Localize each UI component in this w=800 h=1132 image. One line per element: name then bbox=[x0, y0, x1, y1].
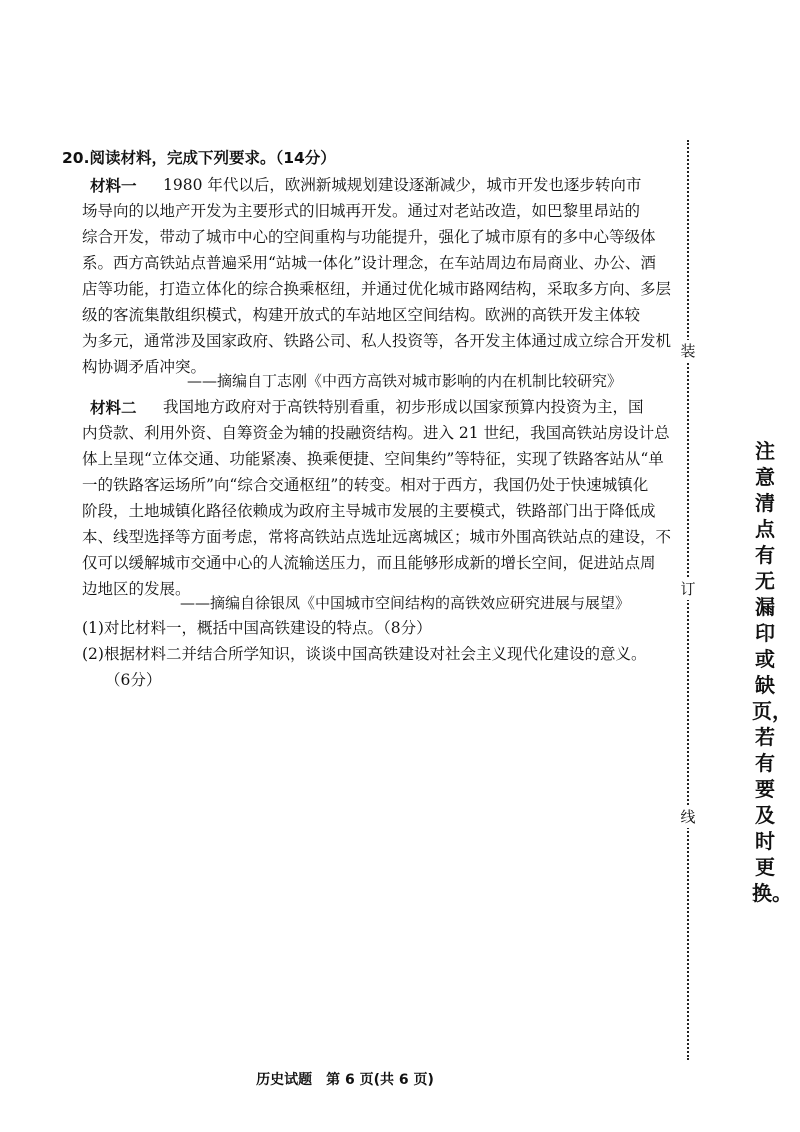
material2-line: 边地区的发展。 bbox=[82, 580, 191, 598]
material1-source: ——摘编自丁志刚《中西方高铁对城市影响的内在机制比较研究》 bbox=[187, 372, 623, 390]
material1-line: 为多元，通常涉及国家政府、铁路公司、私人投资等，各开发主体通过成立综合开发机 bbox=[82, 332, 672, 350]
binding-cut-line bbox=[687, 140, 689, 1060]
print-check-notice: 注意清点有无漏印或缺页，若有要及时更换。 bbox=[752, 439, 792, 905]
binding-label-ding: 订 bbox=[677, 578, 699, 600]
material2-line: 体上呈现“立体交通、功能紧凑、换乘便捷、空间集约”等特征，实现了铁路客站从“单 bbox=[82, 450, 664, 468]
material1-line: 系。西方高铁站点普遍采用“站城一体化”设计理念，在车站周边布局商业、办公、酒 bbox=[82, 254, 656, 272]
material2-line: 我国地方政府对于高铁特别看重，初步形成以国家预算内投资为主，国 bbox=[163, 398, 644, 416]
material1-line: 场导向的以地产开发为主要形式的旧城再开发。通过对老站改造，如巴黎里昂站的 bbox=[82, 202, 641, 220]
material1-line: 构协调矛盾冲突。 bbox=[82, 358, 207, 376]
material1-line: 1980 年代以后，欧洲新城规划建设逐渐减少，城市开发也逐步转向市 bbox=[163, 176, 642, 194]
sub-question-1: (1)对比材料一，概括中国高铁建设的特点。（8分） bbox=[82, 619, 432, 637]
material2-line: 一的铁路客运场所”向“综合交通枢纽”的转变。相对于西方，我国仍处于快速城镇化 bbox=[82, 476, 649, 494]
material1-line: 综合开发，带动了城市中心的空间重构与功能提升，强化了城市原有的多中心等级体 bbox=[82, 228, 656, 246]
material2-line: 阶段，土地城镇化路径依赖成为政府主导城市发展的主要模式，铁路部门出于降低成 bbox=[82, 502, 656, 520]
binding-label-xian: 线 bbox=[677, 806, 699, 828]
sub-question-2: (2)根据材料二并结合所学知识，谈谈中国高铁建设对社会主义现代化建设的意义。 bbox=[82, 645, 647, 663]
material1-line: 店等功能，打造立体化的综合换乘枢纽，并通过优化城市路网结构，采取多方向、多层 bbox=[82, 280, 672, 298]
material1-line: 级的客流集散组织模式，构建开放式的车站地区空间结构。欧洲的高铁开发主体较 bbox=[82, 306, 641, 324]
question-title: 20.阅读材料，完成下列要求。（14分） bbox=[62, 149, 336, 167]
material2-line: 内贷款、利用外资、自筹资金为辅的投融资结构。进入 21 世纪，我国高铁站房设计总 bbox=[82, 424, 670, 442]
material2-label: 材料二 bbox=[90, 398, 137, 417]
material2-source: ——摘编自徐银凤《中国城市空间结构的高铁效应研究进展与展望》 bbox=[180, 594, 631, 612]
material2-line: 本、线型选择等方面考虑，常将高铁站点选址远离城区；城市外围高铁站点的建设，不 bbox=[82, 528, 672, 546]
page-footer: 历史试题 第 6 页(共 6 页) bbox=[256, 1072, 434, 1088]
material2-line: 仅可以缓解城市交通中心的人流输送压力，而且能够形成新的增长空间，促进站点周 bbox=[82, 554, 656, 572]
binding-label-zhuang: 装 bbox=[677, 340, 699, 362]
sub-question-2-points: （6分） bbox=[105, 671, 162, 689]
material1-label: 材料一 bbox=[90, 176, 137, 195]
